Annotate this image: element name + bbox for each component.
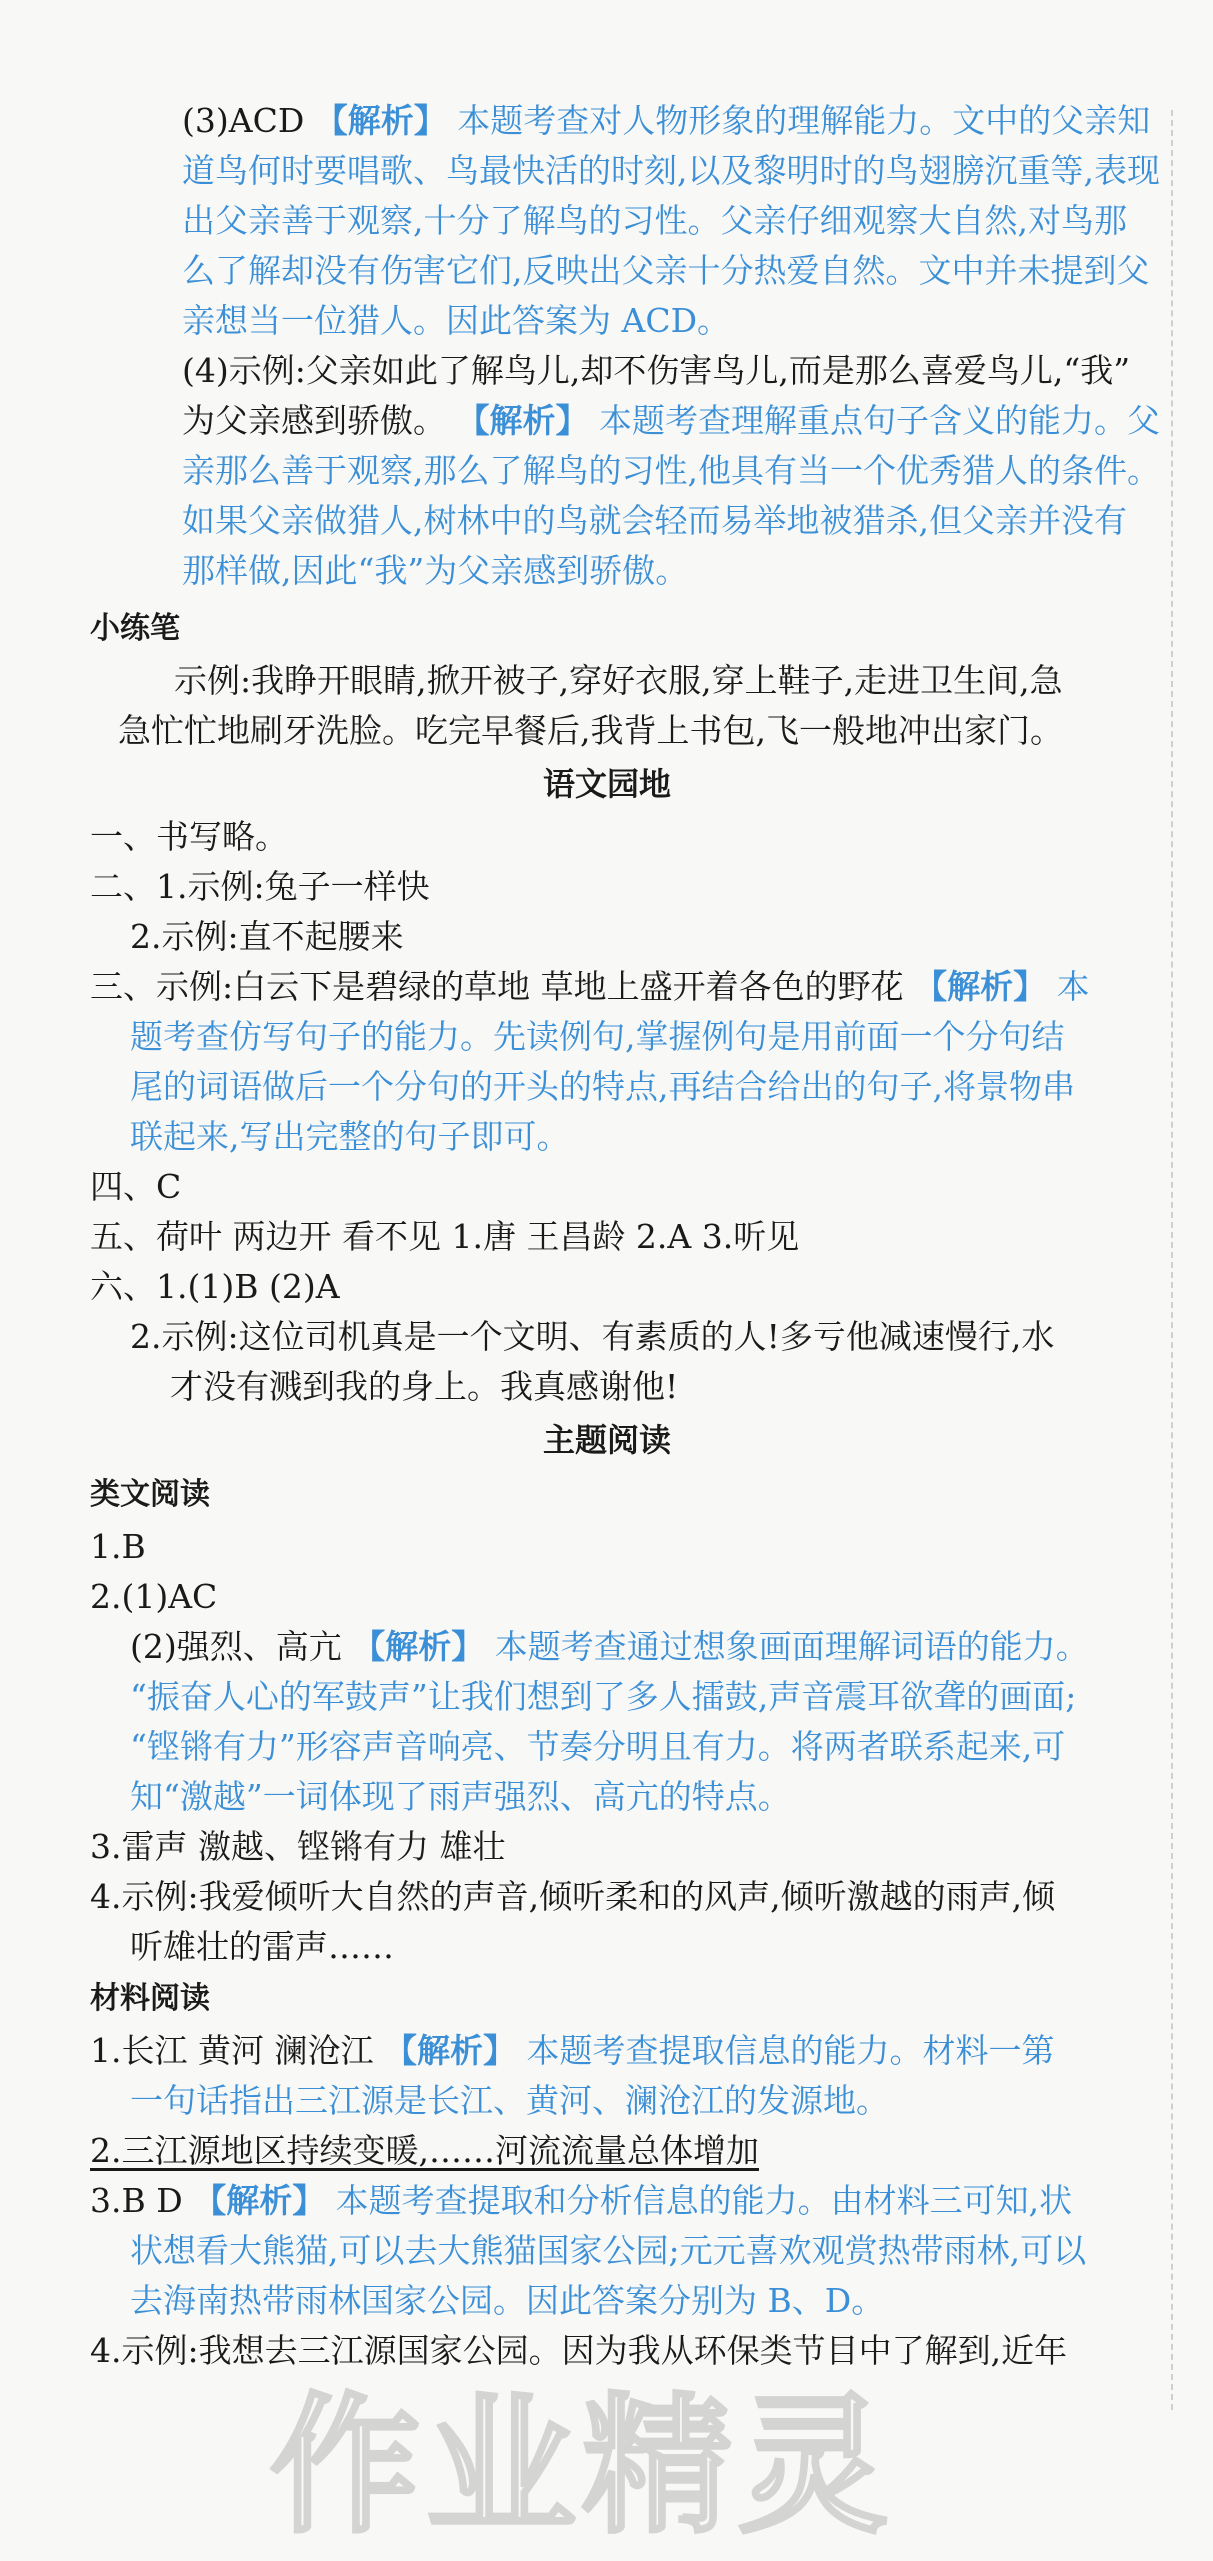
answer-text: 1.长江 黄河 澜沧江 [90,2031,384,2070]
answer-text: 才没有溅到我的身上。我真感谢他! [170,1367,679,1406]
answer-text: 4.示例:我爱倾听大自然的声音,倾听柔和的风声,倾听激越的雨声,倾 [90,1877,1056,1916]
yuwen-answers [90,812,1172,1412]
leiwen-line [90,1622,1172,1672]
analysis-text: 出父亲善于观察,十分了解鸟的习性。父亲仔细观察大自然,对鸟那 [182,201,1127,240]
answer-text: 为父亲感到骄傲。 [182,401,457,440]
analysis-text: 去海南热带雨林国家公园。因此答案分别为 B、D。 [130,2281,885,2320]
answer-content [90,96,1172,2376]
analysis-text: 亲想当一位猎人。因此答案为 ACD。 [182,301,731,340]
yuwen-line [90,1212,1172,1262]
analysis-text: 本题考查理解重点句子含义的能力。父 [588,401,1160,440]
q4-line [142,346,1172,396]
analysis-text: 么了解却没有伤害它们,反映出父亲十分热爱自然。文中并未提到父 [182,251,1150,290]
leiwen-line [90,1822,1172,1872]
xiaolianbi-line-2: 急忙忙地刷牙洗脸。吃完早餐后,我背上书包,飞一般地冲出家门。 [118,711,1063,750]
answer-text: 3.B D [90,2181,194,2220]
yuwen-line [90,812,1172,862]
cailiao-line [90,2076,1172,2126]
analysis-text: 本题考查对人物形象的理解能力。文中的父亲知 [446,101,1151,140]
answer-q4 [142,346,1172,596]
yuwen-line [90,1362,1172,1412]
cailiao-line [90,2026,1172,2076]
analysis-text: “铿锵有力”形容声音响亮、节奏分明且有力。将两者联系起来,可 [130,1727,1066,1766]
q4-line [142,546,1172,596]
yuwen-line [90,912,1172,962]
xiaolianbi-line-1: 示例:我睁开眼睛,掀开被子,穿好衣服,穿上鞋子,走进卫生间,急 [174,661,1063,700]
q4-line [142,446,1172,496]
answer-text: 四、C [90,1167,182,1206]
analysis-text: 知“激越”一词体现了雨声强烈、高亢的特点。 [130,1777,791,1816]
yuwen-line [90,1062,1172,1112]
analysis-text: “振奋人心的军鼓声”让我们想到了多人擂鼓,声音震耳欲聋的画面; [130,1677,1077,1716]
answer-text: 听雄壮的雷声…… [130,1927,394,1966]
answer-text: 二、1.示例:兔子一样快 [90,867,430,906]
analysis-text: 本 [1046,967,1090,1006]
yuwen-line [90,1262,1172,1312]
answer-text: (2)强烈、高亢 [130,1627,353,1666]
analysis-text: 一句话指出三江源是长江、黄河、澜沧江的发源地。 [130,2081,889,2120]
analysis-text: 那样做,因此“我”为父亲感到骄傲。 [182,551,689,590]
answer-q3 [142,96,1172,346]
q3-line [142,146,1172,196]
analysis-text: 尾的词语做后一个分句的开头的特点,再结合给出的句子,将景物串 [130,1067,1075,1106]
yuwen-line [90,962,1172,1012]
q4-line [142,496,1172,546]
answer-text: (4)示例:父亲如此了解鸟儿,却不伤害鸟儿,而是那么喜爱鸟儿,“我” [182,351,1131,390]
analysis-tag: 【解析】 [456,401,589,440]
yuwen-line [90,1012,1172,1062]
answer-text: 三、示例:白云下是碧绿的草地 草地上盛开着各色的野花 [90,967,915,1006]
leiwen-line [90,1722,1172,1772]
answer-text: 五、荷叶 两边开 看不见 1.唐 王昌龄 2.A 3.听见 [90,1217,800,1256]
answer-text: 2.示例:直不起腰来 [130,917,404,956]
cailiao-line [90,2226,1172,2276]
section-heading-zhuti: 主题阅读 [542,1421,671,1459]
answer-text: 2.示例:这位司机真是一个文明、有素质的人!多亏他减速慢行,水 [130,1317,1055,1356]
q3-line [142,246,1172,296]
yuwen-line [90,1112,1172,1162]
q3-line [142,96,1172,146]
answer-text: 2.三江源地区持续变暖,……河流流量总体增加 [90,2131,759,2170]
answer-text: 2.(1)AC [90,1577,218,1616]
section-heading-leiwen: 类文阅读 [90,1477,210,1512]
answer-text: 1.B [90,1527,146,1566]
analysis-tag: 【解析】 [914,967,1047,1006]
analysis-text: 本题考查通过想象画面理解词语的能力。 [484,1627,1089,1666]
cailiao-line [90,2176,1172,2226]
yuwen-line [90,1312,1172,1362]
yuwen-line [90,1162,1172,1212]
analysis-text: 亲那么善于观察,那么了解鸟的习性,他具有当一个优秀猎人的条件。 [182,451,1160,490]
leiwen-line [90,1572,1172,1622]
leiwen-line [90,1772,1172,1822]
q3-line [142,296,1172,346]
leiwen-line [90,1672,1172,1722]
analysis-tag: 【解析】 [383,2031,516,2070]
analysis-tag: 【解析】 [193,2181,326,2220]
analysis-text: 本题考查提取信息的能力。材料一第 [515,2031,1055,2070]
analysis-tag: 【解析】 [352,1627,485,1666]
answer-text: 3.雷声 激越、铿锵有力 雄壮 [90,1827,506,1866]
analysis-tag: 【解析】 [314,101,447,140]
analysis-text: 题考查仿写句子的能力。先读例句,掌握例句是用前面一个分句结 [130,1017,1065,1056]
q3-line [142,196,1172,246]
section-heading-cailiao: 材料阅读 [90,1981,210,2016]
cailiao-line [90,2276,1172,2326]
cailiao-answers [90,2026,1172,2376]
leiwen-line [90,1872,1172,1922]
analysis-text: 本题考查提取和分析信息的能力。由材料三可知,状 [325,2181,1073,2220]
answer-text: 六、1.(1)B (2)A [90,1267,340,1306]
analysis-text: 如果父亲做猎人,树林中的鸟就会轻而易举地被猎杀,但父亲并没有 [182,501,1127,540]
answer-text: (3)ACD [182,101,315,140]
leiwen-answers [90,1522,1172,1972]
leiwen-line [90,1522,1172,1572]
analysis-text: 联起来,写出完整的句子即可。 [130,1117,570,1156]
answer-text: 4.示例:我想去三江源国家公园。因为我从环保类节目中了解到,近年 [90,2331,1068,2370]
q4-line [142,396,1172,446]
section-heading-yuwen: 语文园地 [542,765,671,803]
analysis-text: 状想看大熊猫,可以去大熊猫国家公园;元元喜欢观赏热带雨林,可以 [130,2231,1087,2270]
answer-text: 一、书写略。 [90,817,288,856]
analysis-text: 道鸟何时要唱歌、鸟最快活的时刻,以及黎明时的鸟翅膀沉重等,表现 [182,151,1160,190]
watermark-logo: 作业精灵 [270,2380,895,2554]
yuwen-line [90,862,1172,912]
cailiao-line [90,2126,1172,2176]
leiwen-line [90,1922,1172,1972]
section-heading-xiaolianbi: 小练笔 [90,611,180,646]
